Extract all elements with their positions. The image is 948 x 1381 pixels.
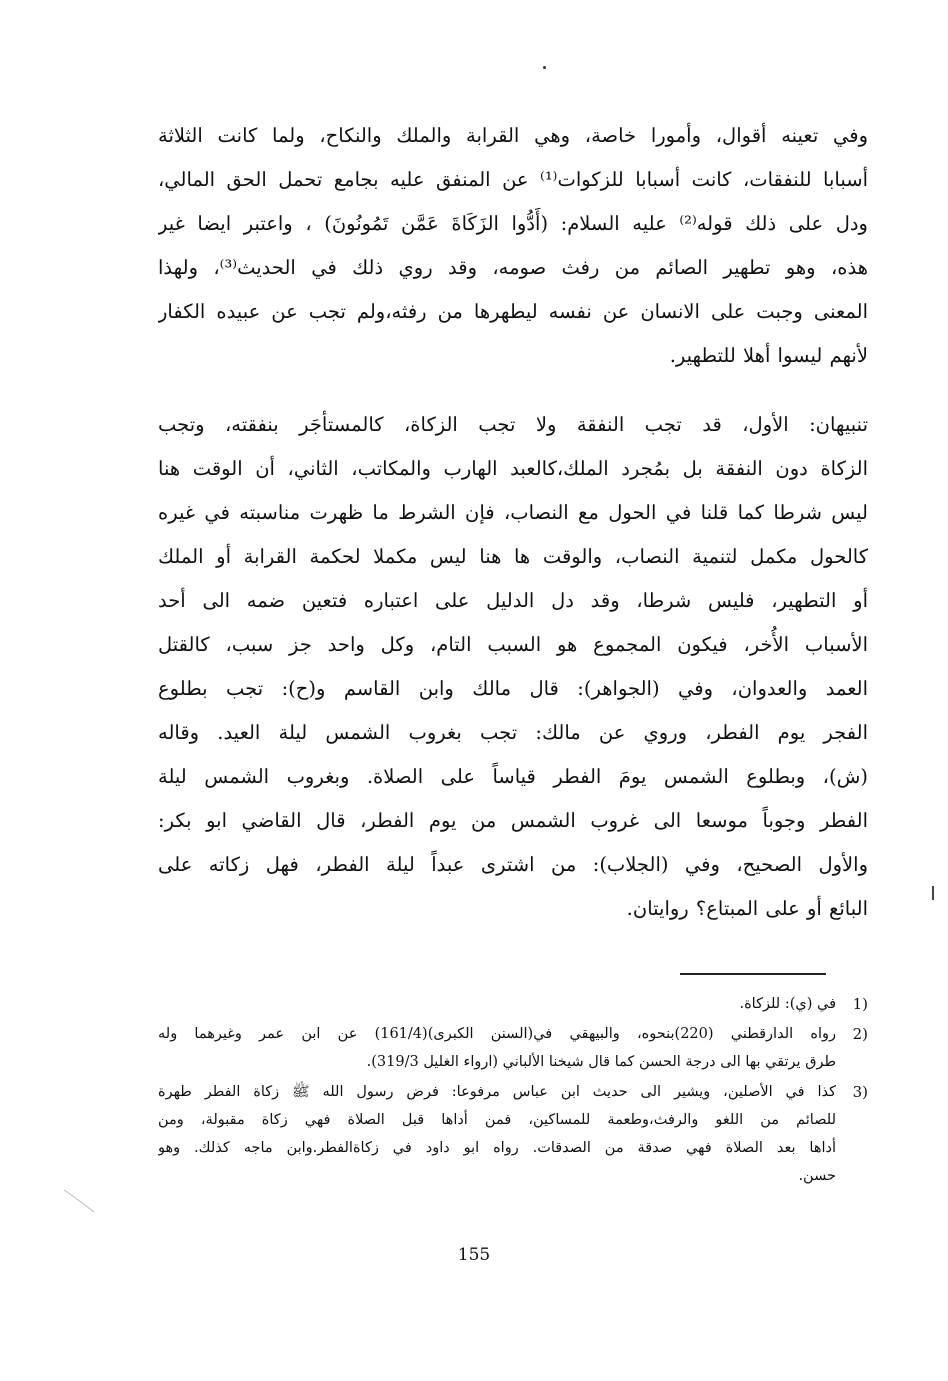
- footnote-line: رواه الدارقطني (220)بنحوه، والبيهقي في(السنن الكبرى)(161/4) عن ابن عمر وغيرهما وله: [158, 1026, 836, 1042]
- footnote-number: 2): [852, 1025, 868, 1043]
- text-line: لأنهم ليسوا أهلا للتطهير.: [669, 344, 868, 367]
- footnote-2: [158, 1020, 868, 1076]
- body-paragraph-1: [158, 114, 868, 378]
- footnote-number: 1): [852, 995, 868, 1013]
- text-line: العمد والعدوان، وفي (الجواهر): قال مالك وابن القاسم و(ح): تجب بطلوع: [158, 677, 868, 700]
- footnote-line: أداها بعد الصلاة فهي صدقة من الصدقات. رواه ابو داود في زكاةالفطر.وابن ماجه كذلك. وهو: [158, 1140, 836, 1156]
- text-line: الفجر يوم الفطر، وروي عن مالك: تجب بغروب الشمس ليلة العيد. وقاله: [158, 721, 868, 744]
- text-line: البائع أو على المبتاع؟ روايتان.: [626, 897, 868, 920]
- footnote-line: في (ي): للزكاة.: [739, 996, 836, 1012]
- text-line: والأول الصحيح، وفي (الجلاب): من اشترى عبداً ليلة الفطر، فهل زكاته على: [158, 853, 868, 876]
- footnote-line: كذا في الأصلين، ويشير الى حديث ابن عباس مرفوعا: فرض رسول الله ﷺ زكاة الفطر طهرة: [158, 1084, 836, 1100]
- text-line: هذه، وهو تطهير الصائم من رفث صومه، وقد روي ذلك في الحديث⁽³⁾، ولهذا: [158, 256, 868, 279]
- footnote-1: [158, 990, 868, 1018]
- text-line: الأسباب الأُخر، فيكون المجموع هو السبب التام، وكل واحد جز سبب، كالقتل: [158, 633, 868, 656]
- page-number: 155: [457, 1245, 491, 1265]
- text-line: المعنى وجبت على الانسان عن نفسه ليطهرها من رفثه،ولم تجب عن عبيده الكفار: [158, 300, 868, 323]
- footnote-line: للصائم من اللغو والرفث،وطعمة للمساكين، فمن أداها قبل الصلاة فهي زكاة مقبولة، ومن: [158, 1112, 836, 1128]
- footnote-3: [158, 1078, 868, 1190]
- text-line: أسبابا للنفقات، كانت أسبابا للزكوات⁽¹⁾ عن المنفق عليه بجامع تحمل الحق المالي،: [158, 168, 868, 191]
- footnote-number: 3): [852, 1083, 868, 1101]
- footnote-line: طرق يرتقي بها الى درجة الحسن كما قال شيخنا الألباني (ارواء الغليل 319/3).: [366, 1054, 836, 1070]
- text-line: الفطر وجوباً موسعا الى غروب الشمس من يوم الفطر، قال القاضي ابو بكر:: [158, 809, 868, 832]
- body-paragraph-2: [158, 403, 868, 931]
- footnote-line: حسن.: [798, 1168, 836, 1184]
- ink-dot: [543, 66, 546, 69]
- footnote-separator: [680, 973, 826, 975]
- text-line: تنبيهان: الأول، قد تجب النفقة ولا تجب الزكاة، كالمستأجَر بنفقته، وتجب: [158, 413, 868, 436]
- text-line: أو التطهير، فليس شرطا، وقد دل الدليل على اعتباره فتعين ضمه الى أحد: [158, 589, 868, 612]
- footnotes: [158, 990, 868, 1192]
- text-line: كالحول مكمل لتنمية النصاب، والوقت ها هنا ليس مكملا لحكمة القرابة أو الملك: [158, 545, 868, 568]
- text-line: (ش)، وبطلوع الشمس يومَ الفطر قياساً على الصلاة. وبغروب الشمس ليلة: [158, 765, 868, 788]
- text-line: ليس شرطا كما قلنا في الحول مع النصاب، فإن الشرط ما ظهرت مناسبته في غيره: [158, 501, 868, 524]
- paper-scratch-mark: [62, 1188, 96, 1214]
- text-line: وفي تعينه أقوال، وأمورا خاصة، وهي القرابة والملك والنكاح، ولما كانت الثلاثة: [158, 124, 868, 147]
- text-line: الزكاة دون النفقة بل بمُجرد الملك،كالعبد الهارب والمكاتب، الثاني، أن الوقت هنا: [158, 457, 868, 480]
- margin-mark: [932, 886, 934, 900]
- text-line: ودل على ذلك قوله⁽²⁾ عليه السلام: (أَدُّوا الزَكَاةَ عَمَّن تَمُونُونَ) ، واعتبر ايضا غير: [158, 212, 868, 235]
